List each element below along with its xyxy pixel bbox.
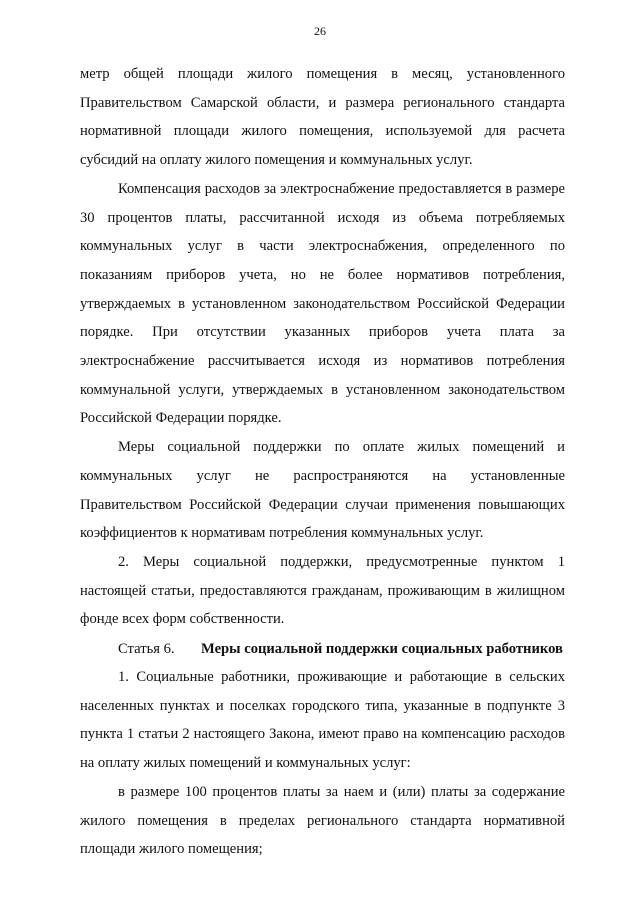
paragraph-continuation: метр общей площади жилого помещения в месяц, установленного Правительством Самарской области, и размера регионального стандарта нормативной площади жилого помещения, используемой для расчета субсидий на оплату жилого помещения и коммунальных услуг. — [80, 66, 565, 169]
paragraph-article-point-1: 1. Социальные работники, проживающие и работающие в сельских населенных пунктах и поселках городского типа, указанные в подпункте 3 пункта 1 статьи 2 настоящего Закона, имеют право на компенсацию расходов на оплату жилых помещений и коммунальных услуг: — [80, 669, 565, 772]
paragraph-article-subpoint: в размере 100 процентов платы за наем и (или) платы за содержание жилого помещения в пределах регионального стандарта нормативной площади жилого помещения; — [80, 783, 565, 858]
paragraph-exclusions: Меры социальной поддержки по оплате жилых помещений и коммунальных услуг не распространяются на установленные Правительством Российской Федерации случаи применения повышающих коэффициентов к нормативам потребления коммунальных услуг. — [80, 439, 565, 542]
article-heading — [80, 641, 565, 657]
document-body — [80, 60, 565, 864]
article-label: Статья 6. — [118, 641, 175, 658]
paragraph-point-2: 2. Меры социальной поддержки, предусмотренные пунктом 1 настоящей статьи, предоставляются гражданам, проживающим в жилищном фонде всех форм собственности. — [80, 553, 565, 628]
paragraph-electricity-compensation: Компенсация расходов за электроснабжение предоставляется в размере 30 процентов платы, рассчитанной исходя из объема потребляемых коммунальных услуг в части электроснабжения, определенного по показаниям приборов учета, но не более нормативов потребления, утверждаемых в установленном законодательством Российской Федерации порядке. При отсутствии указанных приборов учета плата за электроснабжение рассчитывается исходя из нормативов потребления коммунальной услуги, утверждаемых в установленном законодательством Российской Федерации порядке. — [80, 180, 565, 427]
article-title: Меры социальной поддержки социальных работников — [201, 641, 563, 658]
page-number: 26 — [314, 24, 326, 38]
